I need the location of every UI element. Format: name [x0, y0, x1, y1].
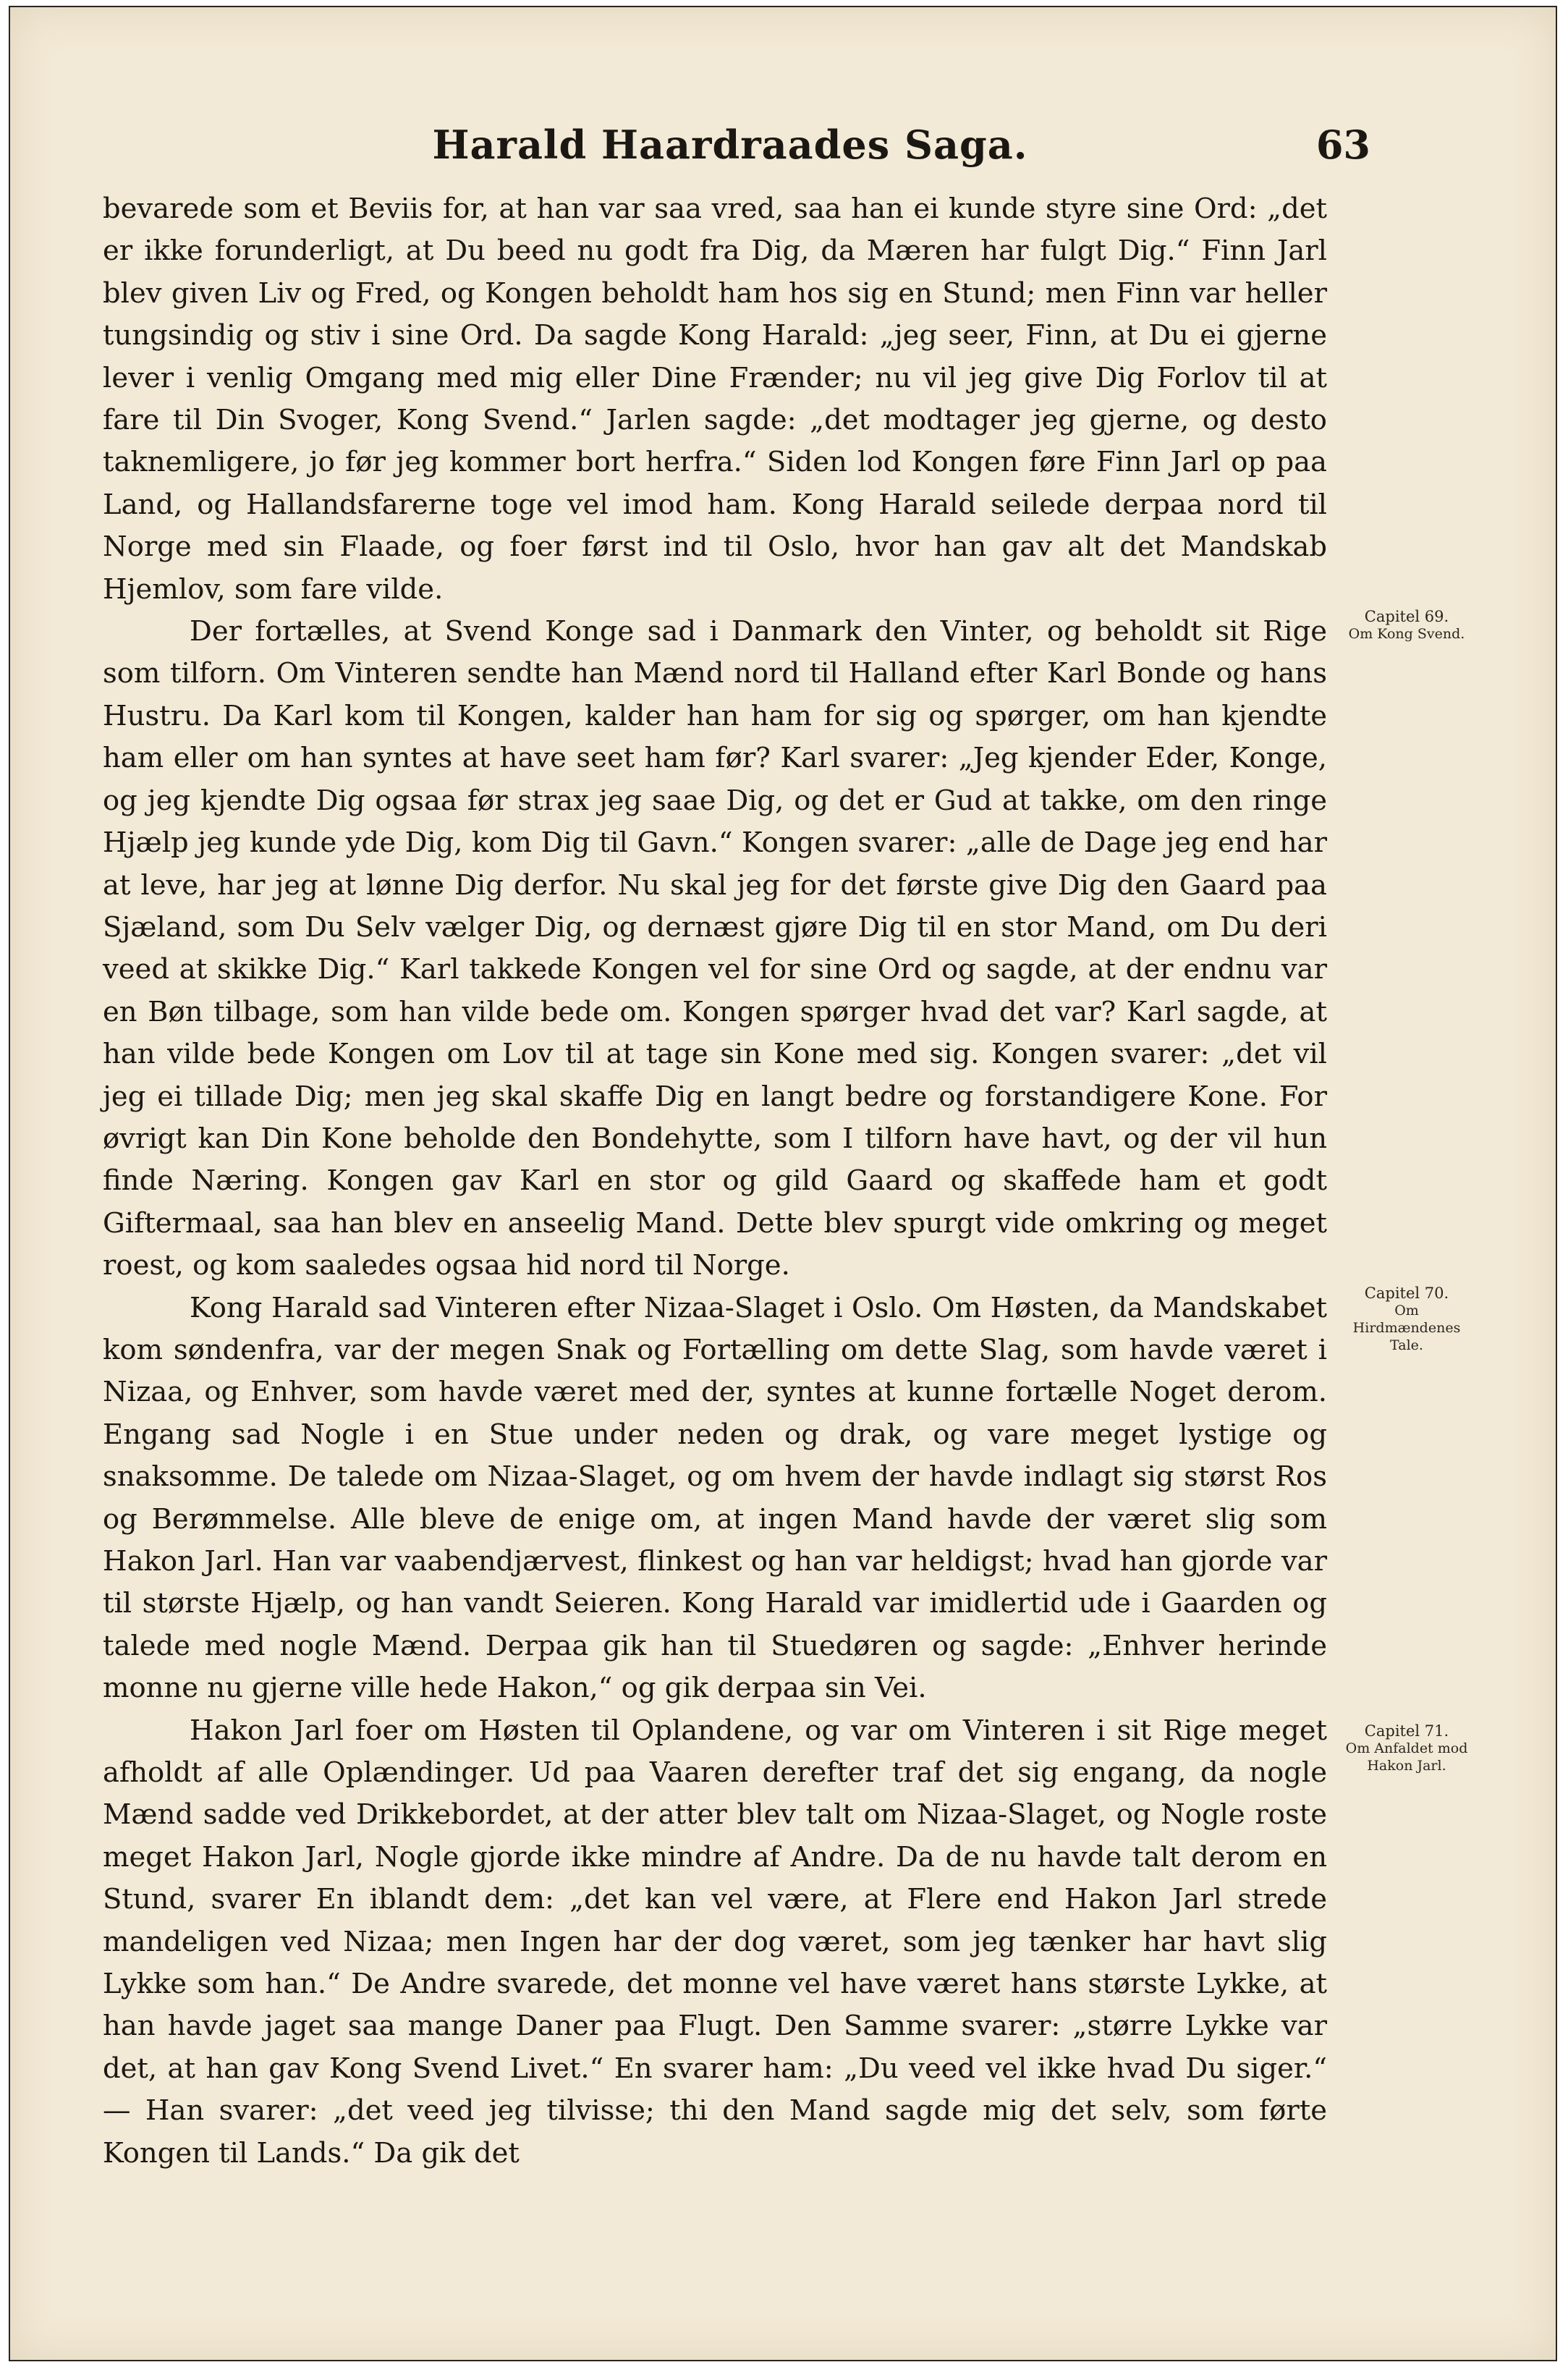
paragraph-1: bevarede som et Beviis for, at han var saa vred, saa han ei kunde styre sine Ord: „det er ikke forunderligt, at Du beed nu godt fra Dig, da Mæren har fulgt Dig.“ Finn Jarl blev given Liv og Fred, og Kongen beholdt ham hos sig en Stund; men Finn var heller tungsindig og stiv i sine Ord. Da sagde Kong Harald: „jeg seer, Finn, at Du ei gjerne lever i venlig Omgang med mig eller Dine Frænder; nu vil jeg give Dig Forlov til at fare til Din Svoger, Kong Svend.“ Jarlen sagde: „det modtager jeg gjerne, og desto taknemligere, jo før jeg kommer bort herfra.“ Siden lod Kongen føre Finn Jarl op paa Land, og Hallandsfarerne toge vel imod ham. Kong Harald seilede derpaa nord til Norge med sin Flaade, og foer først ind til Oslo, hvor han gav alt det Mandskab Hjemlov, som fare vilde. [103, 192, 1327, 606]
margin-note-chapter-70 [1342, 1285, 1472, 1354]
book-page [9, 6, 1557, 2361]
paragraph-2: Der fortælles, at Svend Konge sad i Danmark den Vinter, og beholdt sit Rige som tilforn. Om Vinteren sendte han Mænd nord til Halland efter Karl Bonde og hans Hustru. Da Karl kom til Kongen, kalder han ham for sig og spørger, om han kjendte ham eller om han syntes at have seet ham før? Karl svarer: „Jeg kjender Eder, Konge, og jeg kjendte Dig ogsaa før strax jeg saae Dig, og det er Gud at takke, om den ringe Hjælp jeg kunde yde Dig, kom Dig til Gavn.“ Kongen svarer: „alle de Dage jeg end har at leve, har jeg at lønne Dig derfor. Nu skal jeg for det første give Dig den Gaard paa Sjæland, som Du Selv vælger Dig, og dernæst gjøre Dig til en stor Mand, om Du deri veed at skikke Dig.“ Karl takkede Kongen vel for sine Ord og sagde, at der endnu var en Bøn tilbage, som han vilde bede om. Kongen spørger hvad det var? Karl sagde, at han vilde bede Kongen om Lov til at tage sin Kone med sig. Kongen svarer: „det vil jeg ei tillade Dig; men jeg skal skaffe Dig en langt bedre og forstandigere Kone. For øvrigt kan Din Kone beholde den Bondehytte, som I tilforn have havt, og der vil hun finde Næring. Kongen gav Karl en stor og gild Gaard og skaffede ham et godt Giftermaal, saa han blev en anseelig Mand. Dette blev spurgt vide omkring og meget roest, og kom saaledes ogsaa hid nord til Norge. [103, 615, 1327, 1282]
margin-note-title: Om Kong Svend. [1348, 626, 1465, 642]
page-number: 63 [1315, 122, 1370, 168]
body-text [103, 188, 1327, 2175]
margin-note-title: Om Hirdmændenes Tale. [1352, 1303, 1461, 1353]
margin-note-chapter-label: Capitel 70. [1364, 1285, 1449, 1302]
margin-note-chapter-label: Capitel 71. [1364, 1722, 1449, 1740]
margin-note-chapter-69 [1342, 608, 1472, 643]
running-title: Harald Haardraades Saga. [432, 122, 1028, 168]
margin-note-title: Om Anfaldet mod Hakon Jarl. [1345, 1740, 1468, 1774]
margin-note-chapter-71 [1342, 1722, 1472, 1774]
page-header [119, 116, 1370, 174]
paragraph-3: Kong Harald sad Vinteren efter Nizaa-Slaget i Oslo. Om Høsten, da Mandskabet kom søndenfra, var der megen Snak og Fortælling om dette Slag, som havde været i Nizaa, og Enhver, som havde været med der, syntes at kunne fortælle Noget derom. Engang sad Nogle i en Stue under neden og drak, og vare meget lystige og snaksomme. De talede om Nizaa-Slaget, og om hvem der havde indlagt sig størst Ros og Berømmelse. Alle bleve de enige om, at ingen Mand havde der været slig som Hakon Jarl. Han var vaabendjærvest, flinkest og han var heldigst; hvad han gjorde var til største Hjælp, og han vandt Seieren. Kong Harald var imidlertid ude i Gaarden og talede med nogle Mænd. Derpaa gik han til Stuedøren og sagde: „Enhver herinde monne nu gjerne ville hede Hakon,“ og gik derpaa sin Vei. [103, 1291, 1327, 1705]
margin-note-chapter-label: Capitel 69. [1364, 608, 1449, 625]
paragraph-4: Hakon Jarl foer om Høsten til Oplandene, og var om Vinteren i sit Rige meget afholdt af alle Oplændinger. Ud paa Vaaren derefter traf det sig engang, da nogle Mænd sadde ved Drikkebordet, at der atter blev talt om Nizaa-Slaget, og Nogle roste meget Hakon Jarl, Nogle gjorde ikke mindre af Andre. Da de nu havde talt derom en Stund, svarer En iblandt dem: „det kan vel være, at Flere end Hakon Jarl strede mandeligen ved Nizaa; men Ingen har der dog været, som jeg tænker har havt slig Lykke som han.“ De Andre svarede, det monne vel have været hans største Lykke, at han havde jaget saa mange Daner paa Flugt. Den Samme svarer: „større Lykke var det, at han gav Kong Svend Livet.“ En svarer ham: „Du veed vel ikke hvad Du siger.“ — Han svarer: „det veed jeg tilvisse; thi den Mand sagde mig det selv, som førte Kongen til Lands.“ Da gik det [103, 1714, 1327, 2170]
